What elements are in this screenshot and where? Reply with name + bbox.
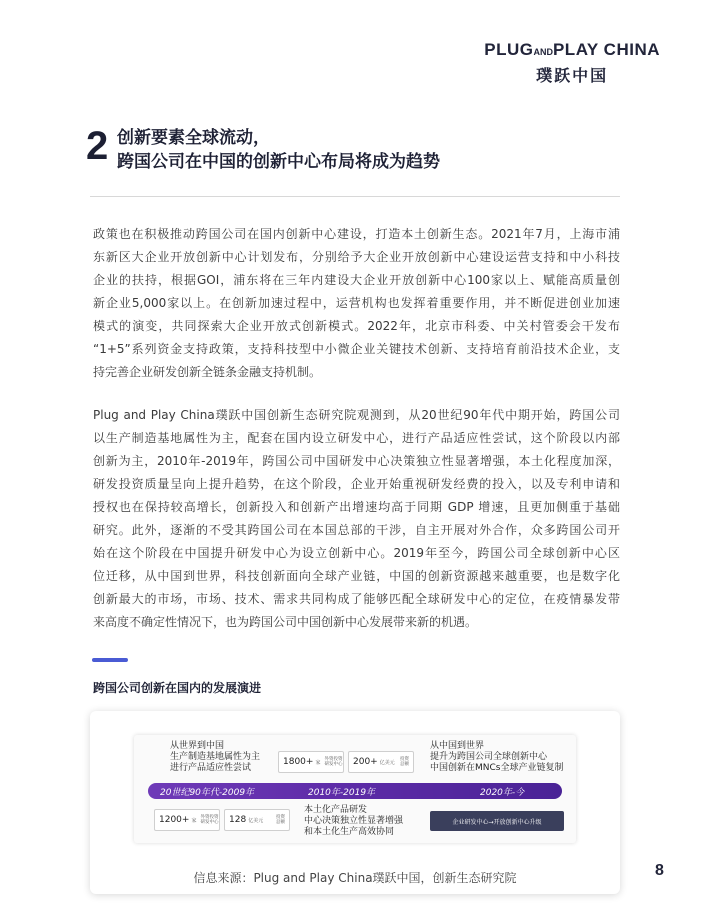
paragraph-line: 授权也在保持较高增长，创新投入和创新产出增速均高于同期 GDP 增速，且更加侧重于基础 [93,500,620,514]
stage-3-line: 提升为跨国公司全球创新中心 [430,752,548,762]
stat-unit: 家 [315,759,321,766]
stat-box-investment [348,751,414,773]
stage-1-description [170,741,260,774]
section-number: 2 [86,124,109,168]
brand-logo-chinese: 璞跃中国 [536,66,609,85]
stage-2-line: 和本土化生产高效协同 [304,827,395,837]
stat-tag: 投资 总额 [276,815,285,825]
figure-card [90,711,620,894]
paragraph-line: 以生产制造基地属性为主，配套在国内设立研发中心，进行产品适应性尝试，这个阶段以内部 [93,431,620,445]
paragraph-line: “1+5”系列资金支持政策，支持科技型中小微企业关键技术创新、支持培育前沿技术企业，支 [93,342,620,356]
stat-box-rd-centers-2 [154,809,220,831]
stat-value: 1800+ [283,757,314,767]
stat-unit: 亿美元 [248,817,264,824]
section-title [117,126,440,174]
brand-logo-wordmark: PLUGANDPLAY CHINA [484,40,660,59]
timeline-period-3: 2020年-今 [480,788,525,798]
accent-bar [92,658,128,662]
paragraph-line: 政策也在积极推动跨国公司在国内创新中心建设，打造本土创新生态。2021年7月，上海市浦 [93,227,620,241]
stat-tag: 外资投资 研发中心 [324,757,343,767]
figure-caption: 跨国公司创新在国内的发展演进 [93,681,262,695]
figure-source: 信息来源：Plug and Play China璞跃中国，创新生态研究院 [193,871,517,885]
stage-2-line: 本土化产品研发 [304,805,368,815]
section-title-line: 创新要素全球流动， [117,128,270,148]
timeline-period-1: 20世纪90年代-2009年 [160,788,255,798]
stat-box-rd-centers [278,751,344,773]
paragraph-line: 新企业5,000家以上。在创新加速过程中，运营机构也发挥着重要作用，并不断促进创业加速 [93,296,620,310]
timeline-bar [148,783,562,799]
paragraph-line: Plug and Play China璞跃中国创新生态研究院观测到，从20世纪90年代中期开始，跨国公司 [93,408,620,422]
paragraph-line: 东新区大企业开放创新中心计划发布，分别给予大企业开放创新中心建设运营支持和中小科技 [93,250,620,264]
stage-3-description [430,741,563,774]
section-title-line: 跨国公司在中国的创新中心布局将成为趋势 [117,152,440,172]
paragraph-line: 位迁移，从中国到世界，科技创新面向全球产业链，中国的创新资源越来越重要，也是数字化 [93,569,620,583]
paragraph-line: 持完善企业研发创新全链条金融支持机制。 [93,365,322,379]
stage-3-line: 中国创新在MNCs全球产业链复制 [430,763,564,773]
stat-tag: 外资投资 研发中心 [200,815,219,825]
stat-value: 200+ [353,757,378,767]
page-number: 8 [655,862,664,879]
stage-1-line: 生产制造基地属性为主 [170,752,261,762]
stat-box-investment-2 [224,809,290,831]
stage-3-line: 从中国到世界 [430,741,485,751]
paragraph-line: 来高度不确定性情况下，也为跨国公司中国创新中心发展带来新的机遇。 [93,615,478,629]
body-paragraph [93,404,620,634]
divider [90,196,620,197]
paragraph-line: 企业的扶持，根据GOI，浦东将在三年内建设大企业开放创新中心100家以上、赋能高质量创 [93,273,620,287]
brand-logo [484,40,660,86]
timeline-period-2: 2010年-2019年 [308,788,376,798]
stat-tag: 投资 总额 [400,757,409,767]
stage-2-description [304,805,403,838]
body-paragraph [93,223,620,384]
stage-1-line: 进行产品适应性尝试 [170,763,252,773]
paragraph-line: 模式的演变，共同探索大企业开放式创新模式。2022年，北京市科委、中关村管委会干发布 [93,319,620,333]
paragraph-line: 创新为主，2010年-2019年，跨国公司中国研发中心决策独立性显著增强，本土化程度加深， [93,454,620,468]
paragraph-line: 研发投资质量呈向上提升趋势，在这个阶段，企业开始重视研发经费的投入，以及专利申请和 [93,477,620,491]
paragraph-line: 始在这个阶段在中国提升研发中心为设立创新中心。2019年至今，跨国公司全球创新中心区 [93,546,620,560]
stat-value: 128 [229,815,247,825]
stat-unit: 亿美元 [379,759,395,766]
upgrade-label-box: 企业研发中心→开放创新中心升级 [430,811,564,831]
timeline-diagram [134,735,576,843]
stage-2-line: 中心决策独立性显著增强 [304,816,404,826]
stage-1-line: 从世界到中国 [170,741,225,751]
paragraph-line: 创新最大的市场，市场、技术、需求共同构成了能够匹配全球研发中心的定位，在疫情暴发带 [93,592,620,606]
stat-value: 1200+ [159,815,190,825]
stat-unit: 家 [191,817,197,824]
paragraph-line: 研究。此外，逐渐的不受其跨国公司在本国总部的干涉，自主开展对外合作，众多跨国公司开 [93,523,620,537]
